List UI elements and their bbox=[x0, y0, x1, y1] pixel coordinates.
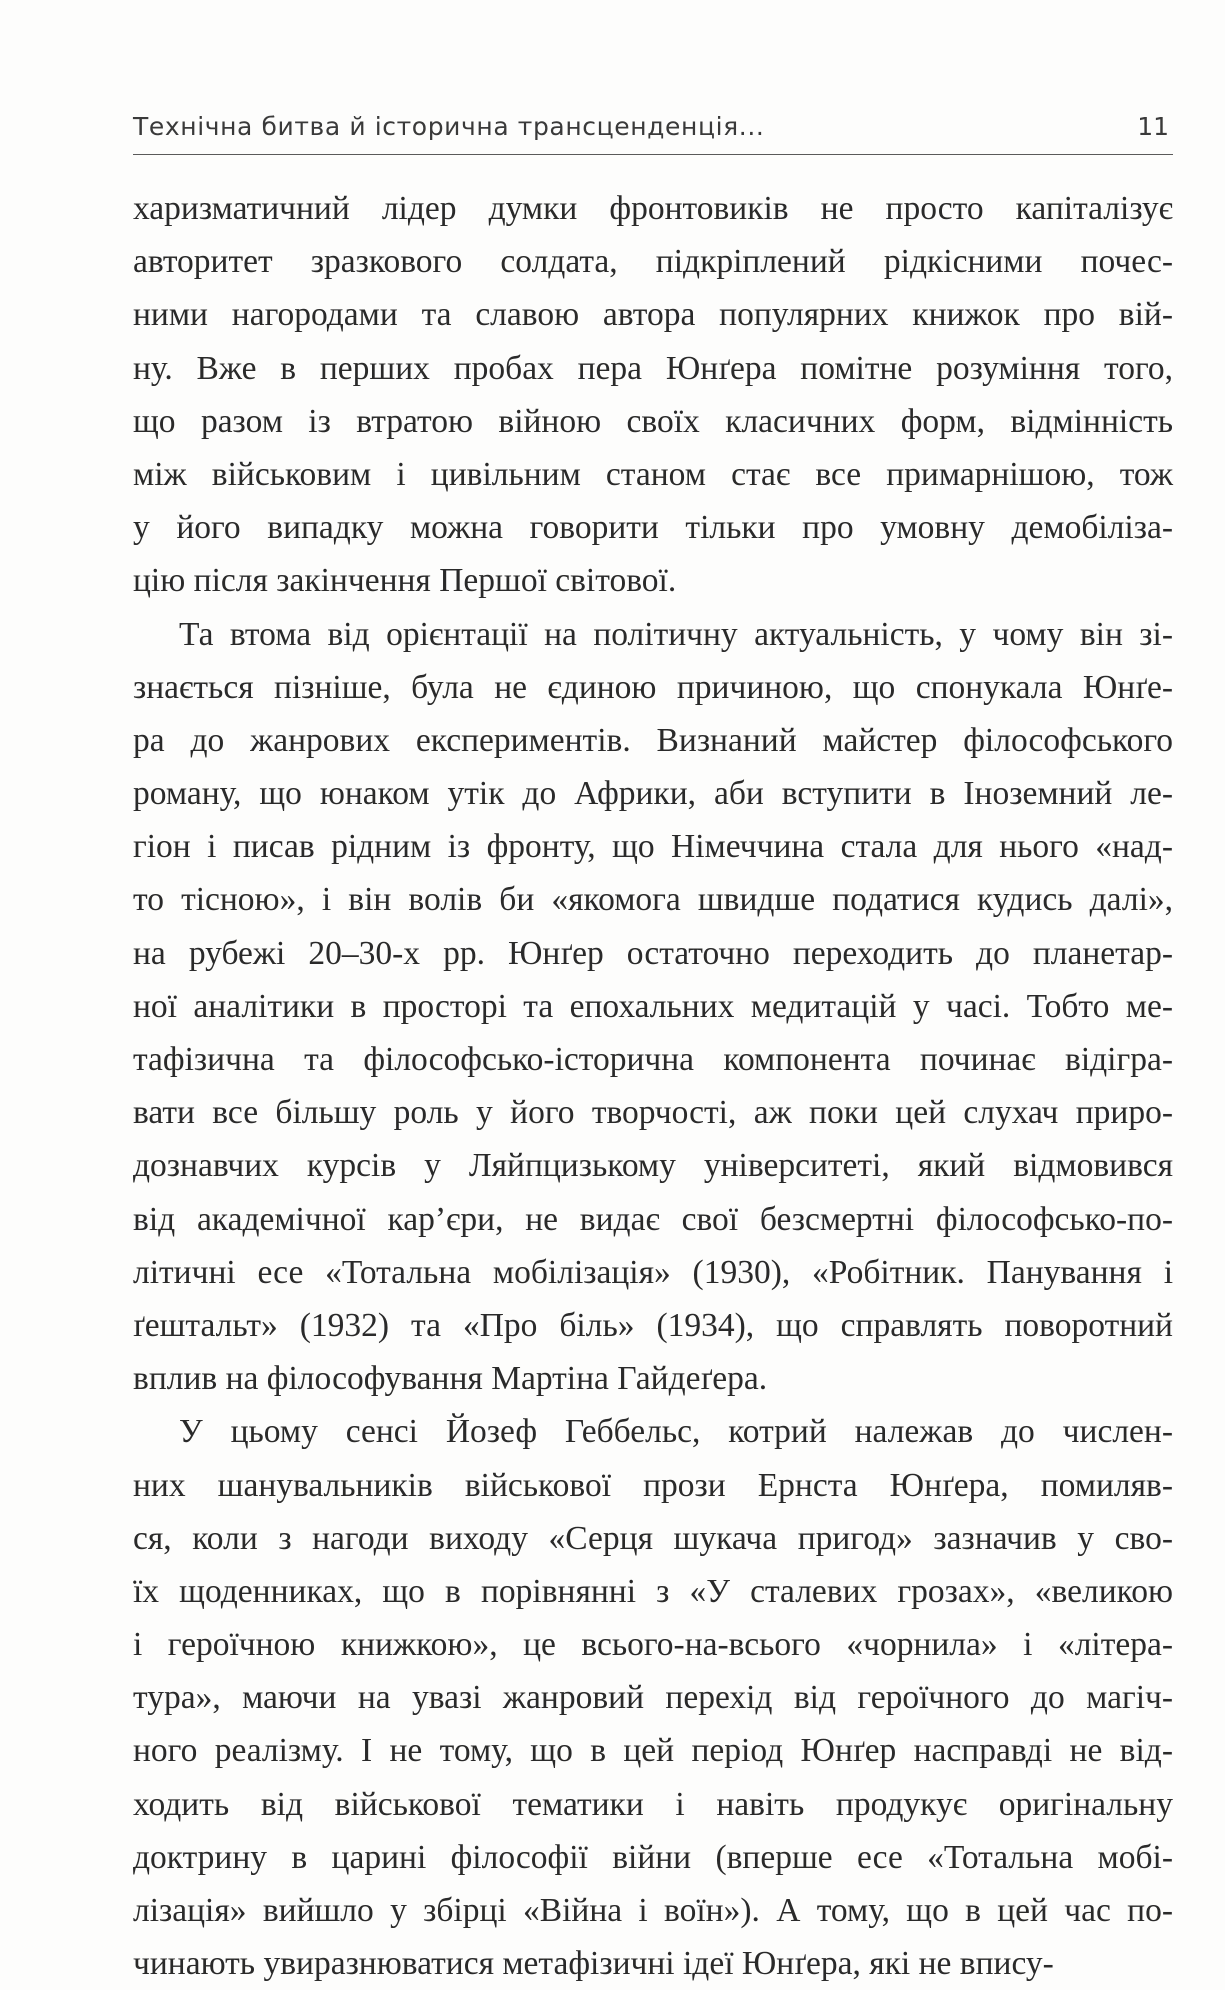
text-line: ної аналітики в просторі та епохальних медитацій у часі. Тобто ме- bbox=[133, 987, 1173, 1025]
text-line: то тісною», і він волів би «якомога швидше податися кудись далі», bbox=[133, 881, 1173, 919]
text-line: дознавчих курсів у Ляйпцизькому університеті, який відмовився bbox=[133, 1147, 1173, 1185]
page-number: 11 bbox=[1137, 112, 1169, 141]
text-line: на рубежі 20–30-х рр. Юнґер остаточно переходить до планетар- bbox=[133, 934, 1173, 972]
text-line: ного реалізму. І не тому, що в цей період Юнґер насправді не від- bbox=[133, 1732, 1173, 1770]
text-line: що разом із втратою війною своїх класичних форм, відмінність bbox=[133, 402, 1173, 440]
text-line: ними нагородами та славою автора популярних книжок про вій- bbox=[133, 296, 1173, 334]
text-line: Та втома від орієнтації на політичну актуальність, у чому він зі- bbox=[179, 615, 1173, 653]
text-line: від академічної кар’єри, не видає свої безсмертні філософсько-по- bbox=[133, 1200, 1173, 1238]
text-line: харизматичний лідер думки фронтовиків не просто капіталізує bbox=[133, 190, 1173, 227]
text-line: лізація» вийшло у збірці «Війна і воїн»). А тому, що в цей час по- bbox=[133, 1892, 1173, 1929]
text-line: них шанувальників військової прози Ернста Юнґера, помиляв- bbox=[133, 1466, 1173, 1504]
text-line: ґештальт» (1932) та «Про біль» (1934), що справлять поворотний bbox=[133, 1306, 1173, 1344]
text-line: ра до жанрових експериментів. Визнаний майстер філософського bbox=[133, 721, 1173, 759]
paragraph bbox=[133, 1405, 1173, 1990]
text-line: і героїчною книжкою», це всього-на-всього «чорнила» і «літера- bbox=[133, 1626, 1173, 1664]
text-line: У цьому сенсі Йозеф Геббельс, котрий належав до числен- bbox=[179, 1413, 1173, 1451]
text-line: ходить від військової тематики і навіть продукує оригінальну bbox=[133, 1785, 1173, 1823]
paragraph bbox=[133, 608, 1173, 1406]
text-line: тура», маючи на увазі жанровий перехід від героїчного до магіч- bbox=[133, 1679, 1173, 1717]
text-line: роману, що юнаком утік до Африки, аби вступити в Іноземний ле- bbox=[133, 775, 1173, 813]
text-line: знається пізніше, була не єдиною причиною, що спонукала Юнґе- bbox=[133, 668, 1173, 706]
text-line: між військовим і цивільним станом стає все примарнішою, тож bbox=[133, 455, 1173, 493]
text-line: вплив на філософування Мартіна Гайдеґера. bbox=[133, 1360, 768, 1398]
text-line: цію після закінчення Першої світової. bbox=[133, 562, 677, 600]
running-header bbox=[133, 108, 1173, 155]
text-line: їх щоденниках, що в порівнянні з «У сталевих грозах», «великою bbox=[133, 1572, 1173, 1610]
text-line: доктрину в царині філософії війни (вперше есе «Тотальна мобі- bbox=[133, 1838, 1173, 1876]
paragraph bbox=[133, 182, 1173, 608]
text-line: гіон і писав рідним із фронту, що Німеччина стала для нього «над- bbox=[133, 828, 1173, 866]
text-line: тафізична та філософсько-історична компонента починає відігра- bbox=[133, 1041, 1173, 1078]
text-line: ну. Вже в перших пробах пера Юнґера помітне розуміння того, bbox=[133, 349, 1173, 387]
text-line: авторитет зразкового солдата, підкріплений рідкісними почес- bbox=[133, 243, 1173, 281]
text-line: вати все більшу роль у його творчості, аж поки цей слухач приро- bbox=[133, 1094, 1173, 1132]
text-line: літичні есе «Тотальна мобілізація» (1930), «Робітник. Панування і bbox=[133, 1253, 1173, 1291]
text-line: ся, коли з нагоди виходу «Серця шукача пригод» зазначив у сво- bbox=[133, 1519, 1173, 1557]
text-line: чинають увиразнюватися метафізичні ідеї Юнґера, які не впису- bbox=[133, 1945, 1054, 1983]
text-line: у його випадку можна говорити тільки про умовну демобіліза- bbox=[133, 509, 1173, 547]
running-title: Технічна битва й історична трансценденція... bbox=[133, 112, 765, 141]
body-text bbox=[133, 182, 1173, 1990]
